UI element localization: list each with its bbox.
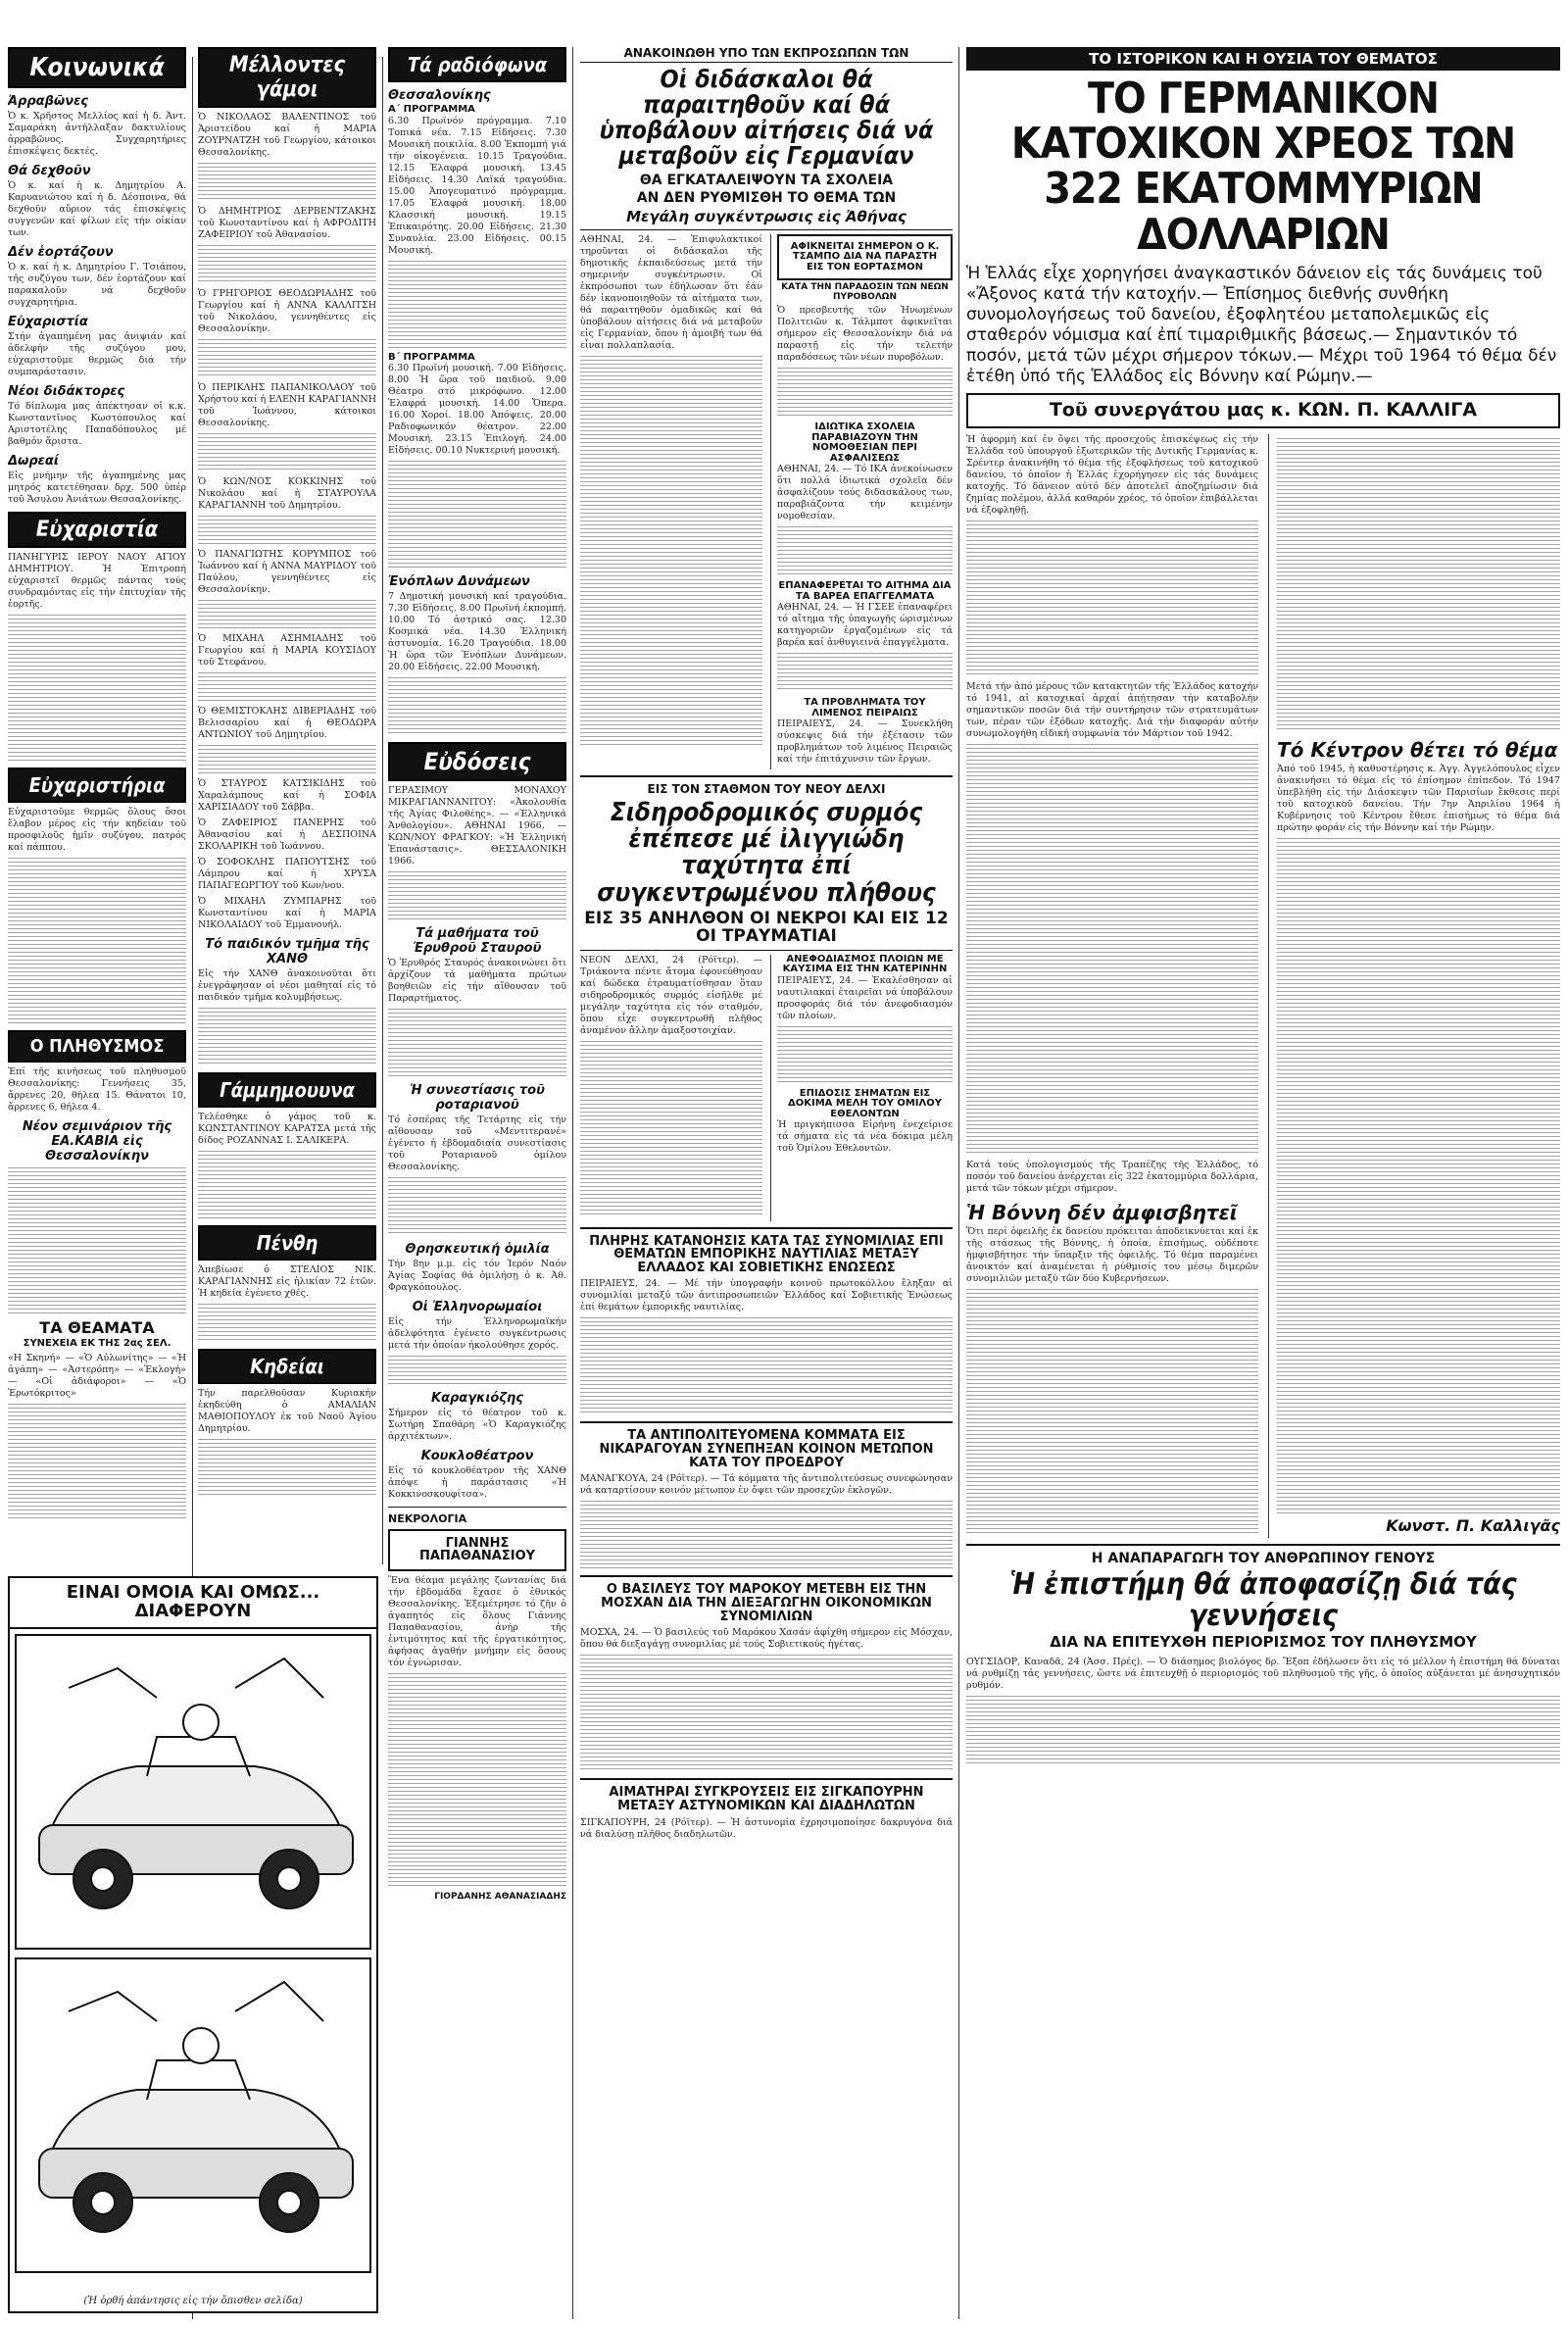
- debt-signature: Κωνστ. Π. Καλλιγᾶς: [1386, 1515, 1560, 1535]
- dense-text-block: [8, 858, 186, 1024]
- greco-roman-text: Εἰς τήν Ἐλληνορωμαϊκήν ἀδελφότητα ἐγένετο συγκέντρωσις μετά τήν ὁποίαν ἠκολούθησε χορός.: [388, 1316, 566, 1351]
- bonn-heading: Ἡ Βόννη δέν ἀμφισβητεῖ: [966, 1200, 1238, 1224]
- cartoon-caption: (Ἡ ὀρθή ἀπάντησις εἰς τήν ὄπισθεν σελίδα): [83, 2295, 303, 2306]
- fuel-text: ΠΕΙΡΑΙΕΥΣ, 24. — Ἐκαλέσθησαν αἱ ναυτιλιακαί ἑταιρεῖαι νά ὑποβάλουν προσφοράς διά τόν ἀνεφοδιασμόν τῶν πλοίων.: [777, 974, 953, 1021]
- funerals-box-title: Κηδείαι: [198, 1349, 376, 1384]
- column-feature: [966, 47, 1560, 2313]
- dense-text-block: [198, 1008, 376, 1066]
- weddings-section-title: Μέλλοντες γάμοι: [198, 47, 376, 108]
- morocco-text: ΜΟΣΧΑ, 24. — Ὁ βασιλεύς τοῦ Μαρόκου Χασάν ἀφίχθη σήμερον εἰς Μόσχαν, ὅπου θά διεξαγάγῃ συνομιλίας μέ τούς Σοβιετικούς ἡγέτας.: [580, 1627, 953, 1651]
- dense-text-block: [580, 356, 762, 748]
- column-radio: [388, 47, 566, 2311]
- piraeus-port-headline: ΤΑ ΠΡΟΒΛΗΜΑΤΑ ΤΟΥ ΛΙΜΕΝΟΣ ΠΕΙΡΑΙΩΣ: [804, 697, 926, 718]
- dense-text-block: [388, 871, 566, 920]
- column-rule: [572, 47, 573, 2319]
- armed-forces-heading: Ἐνόπλων Δυνάμεων: [388, 574, 530, 589]
- dense-text-block: [388, 1177, 566, 1236]
- volunteers-headline: ΕΠΙΔΟΣΙΣ ΣΗΜΑΤΩΝ ΕΙΣ ΔΟΚΙΜΑ ΜΕΛΗ ΤΟΥ ΟΜΙΛΟΥ ΕΘΕΛΟΝΤΩΝ: [788, 1087, 942, 1119]
- wedding-entry: Ὁ ΠΕΡΙΚΛΗΣ ΠΑΠΑΝΙΚΟΛΑΟΥ τοῦ Χρήστου καί ἡ ΕΛΕΝΗ ΚΑΡΑΓΙΑΝΝΗ τοῦ Ἰωάννου, κάτοικοι Θεσσαλονίκης.: [198, 382, 376, 428]
- population-text: Ἐπί τῆς κινήσεως τοῦ πληθυσμοῦ Θεσσαλονίκης: Γεννήσεις 35, ἄρρενες 20, θήλεα 15. Θάνατοι 10, ἄρρενες 6, θήλεα 4.: [8, 1066, 186, 1113]
- centre-heading: Τό Κέντρον θέτει τό θέμα: [1277, 737, 1558, 762]
- debt-paragraph-2: Μετά τήν ἀπό μέρους τῶν κατακτητῶν τῆς Ἑλλάδος κατοχήν τό 1941, αἱ κατοχικαί ἀρχαί ἀπῄτησαν τήν καταβολήν σημαντικῶν ποσῶν διά τήν συντήρησιν τῶν στρατευμάτων των, πέραν τῶν ἐξόδων κατοχῆς. Διά τήν διαφοράν αὐτήν συνωμολογήθη εἰδική συμφωνία τόν Μάρτιον τοῦ 1942.: [966, 680, 1258, 739]
- social-entry-text: Στήν ἀγαπημένη μας ἀνιψιάν καί ἀδελφήν τῆς συζύγου μου, εὐχαριστοῦμε θερμῶς διά τήν συμπαράστασιν.: [8, 331, 186, 377]
- wedding-entry: Ὁ ΝΙΚΟΛΑΟΣ ΒΑΛΕΝΤΙΝΟΣ τοῦ Ἀριστείδου καί ἡ ΜΑΡΙΑ ΖΟΥΡΝΑΤΖΗ τοῦ Γεωργίου, κάτοικοι Θεσσαλονίκης.: [198, 112, 376, 158]
- puppet-theater-text: Εἰς τό κουκλοθέατρον τῆς ΧΑΝΘ ἀπόψε ἡ παράστασις «Ἡ Κοκκινοσκουφίτσα».: [388, 1465, 566, 1500]
- wedding-entry: Ὁ ΔΗΜΗΤΡΙΟΣ ΔΕΡΒΕΝΤΖΑΚΗΣ τοῦ Κωνσταντίνου καί ἡ ΑΦΡΟΔΙΤΗ ΖΑΦΕΙΡΙΟΥ τοῦ Ἀθανασίου.: [198, 206, 376, 240]
- rail-article: ΝΕΟΝ ΔΕΛΧΙ, 24 (Ρόϊτερ). — Τριάκοντα πέντε ἄτομα ἐφονεύθησαν καί δώδεκα ἐτραυματίσθησαν ὅταν σιδηροδρομικός συρμός εἰσῆλθε μέ μεγάλην ταχύτητα εἰς τόν σταθμόν, ὅπου εἶχε συγκεντρωθῆ πλῆθος ἀναμένον ἄλλην ἀμαξοστοιχίαν.: [580, 954, 762, 1036]
- dense-text-block: [198, 433, 376, 472]
- dense-text-block: [8, 1167, 186, 1314]
- dense-text-block: [198, 1304, 376, 1343]
- sermon-heading: Θρησκευτική ὁμιλία: [405, 1242, 550, 1257]
- dense-text-block: [8, 1404, 186, 1521]
- column-rule: [958, 47, 959, 2319]
- obituary-label: ΝΕΚΡΟΛΟΓΙΑ: [388, 1512, 467, 1525]
- rail-body: [580, 955, 953, 1221]
- social-entry-heading: Δωρεαί: [8, 454, 59, 469]
- karagiozis-text: Σήμερον εἰς τό θέατρον τοῦ κ. Σωτήρη Σπαθάρη «Ὁ Καραγκιόζης ἀρχιτέκτων».: [388, 1408, 566, 1442]
- dense-text-block: [388, 1009, 566, 1077]
- obituary-text: Ἕνα θέαμα μεγάλης ζωντανίας διά τήν ἑβδομάδα ἔχασε ὁ ἐθνικός Θεσσαλονίκης. Ἐξεμέτρησε τό ζῆν ὁ ἀγαπητός εἰς ὅλους Γιάννης Παπαθανασίου, ἀνήρ τῆς ἐντιμότητος καί τῆς ἐργατικότητος, ἀφήσας ἀγαθήν μνήμην εἰς ὅσους τόν ἐγνώρισαν.: [388, 1574, 566, 1668]
- debt-paragraph-1: Ἡ ἀφορμή καί ἐν ὄψει τῆς προσεχοῦς ἐπισκέψεως εἰς τήν Ἑλλάδα τοῦ ὑπουργοῦ ἐξωτερικῶν τῆς Δυτικῆς Γερμανίας κ. Σρέντερ ἀνακινήθη τό θέμα τῆς ἐξοφλήσεως τοῦ κατοχικοῦ δανείου, τό ὁποῖον ἡ Ἑλλάς ἐχορήγησεν εἰς τάς δυνάμεις κατοχῆς. Τό δάνειον αὐτό δέν ἀποτελεῖ ἀποζημίωσιν διά ζημίας πολέμου, ἀλλά καθαρόν χρέος, τό ὁποῖον ἐπιβάλλεται νά ἐξοφληθῇ.: [966, 433, 1258, 516]
- obituary-signature: ΓΙΟΡΔΑΝΗΣ ΑΘΑΝΑΣΙΑΔΗΣ: [434, 1891, 566, 1902]
- mourning-box-title: Πένθη: [198, 1225, 376, 1261]
- nicaragua-headline: ΤΑ ΑΝΤΙΠΟΛΙΤΕΥΟΜΕΝΑ ΚΟΜΜΑΤΑ ΕΙΣ ΝΙΚΑΡΑΓΟΥΑΝ ΣΥΝΕΠΗΞΑΝ ΚΟΙΝΟΝ ΜΕΤΩΠΟΝ ΚΑΤΑ ΤΟΥ ΠΡΟΕΔΡΟΥ: [599, 1428, 934, 1470]
- radio-station-heading: Θεσσαλονίκης: [388, 88, 491, 103]
- dense-text-block: [198, 1439, 376, 1498]
- thanks2-box-title: Εὐχαριστήρια: [8, 767, 186, 803]
- debt-headline: ΤΟ ΓΕΡΜΑΝΙΚΟΝ ΚΑΤΟΧΙΚΟΝ ΧΡΕΟΣ ΤΩΝ 322 ΕΚΑΤΟΜΜΥΡΙΩΝ ΔΟΛΛΑΡΙΩΝ: [1010, 74, 1516, 260]
- xano-text: Εἰς τήν ΧΑΝΘ ἀνακοινοῦται ὅτι ἐνεγράφησαν οἱ νέοι μαθηταί εἰς τό παιδικόν τμῆμα κολυμβήσεως.: [198, 968, 376, 1003]
- wedding-entry: Ὁ ΘΕΜΙΣΤΟΚΛΗΣ ΔΙΒΕΡΙΑΔΗΣ τοῦ Βελισσαρίου καί ἡ ΘΕΟΔΩΡΑ ΑΝΤΩΝΙΟΥ τοῦ Δημητρίου.: [198, 706, 376, 740]
- dense-text-block: [388, 1673, 566, 1889]
- dense-text-block: [198, 516, 376, 545]
- wedding-entry: Ὁ ΜΙΧΑΗΛ ΑΣΗΜΙΑΔΗΣ τοῦ Γεωργίου καί ἡ ΜΑΡΙΑ ΚΟΥΣΙΔΟΥ τοῦ Στεφάνου.: [198, 633, 376, 668]
- marriages-box-title: Γάμμημουυνα: [198, 1072, 376, 1108]
- teachers-headline: Οἱ διδάσκαλοι θά παραιτηθοῦν καί θά ὑποβάλουν αἰτήσεις διά νά μεταβοῦν εἰς Γερμανίαν: [599, 64, 934, 171]
- column-weddings: [198, 47, 376, 1566]
- wedding-entry: Ὁ ΚΩΝ/ΝΟΣ ΚΟΚΚΙΝΗΣ τοῦ Νικολάου καί ἡ ΣΤΑΥΡΟΥΛΑ ΚΑΡΑΓΙΑΝΝΗ τοῦ Δημητρίου.: [198, 476, 376, 511]
- dense-text-block: [777, 526, 953, 575]
- morocco-headline: Ο ΒΑΣΙΛΕΥΣ ΤΟΥ ΜΑΡΟΚΟΥ ΜΕΤΕΒΗ ΕΙΣ ΤΗΝ ΜΟΣΧΑΝ ΔΙΑ ΤΗΝ ΔΙΕΞΑΓΩΓΗΝ ΟΙΚΟΝΟΜΙΚΩΝ ΣΥΝΟΜΙΛΙΩΝ: [601, 1582, 932, 1624]
- program-b-listing: 6.30 Πρωϊνή μουσική. 7.00 Εἰδήσεις. 8.00 Ἡ ὥρα τοῦ παιδιοῦ. 9.00 Θέατρο στό μικρόφωνο. 12.00 Ἐλαφρά μουσική. 14.00 Ὄπερα. 16.00 Χοροί. 18.00 Ἀπόψεις. 20.00 Ραδιοφωνικόν θέατρον. 22.00 Μουσική. 23.15 Ἐπιλογή. 24.00 Εἰδήσεις. 00.10 Νυκτερινή μουσική.: [388, 363, 566, 456]
- ambassador-headline: ΑΦΙΚΝΕΙΤΑΙ ΣΗΜΕΡΟΝ Ο Κ. ΤΣΑΜΠΟ ΔΙΑ ΝΑ ΠΑΡΑΣΤΗ ΕΙΣ ΤΟΝ ΕΟΡΤΑΣΜΟΝ: [777, 234, 953, 281]
- rotary-text: Τό ἑσπέρας τῆς Τετάρτης εἰς τήν αἴθουσαν τοῦ «Μεντιτερανέ» ἐγένετο ἡ ἑβδομαδιαία συνεστίασις τοῦ Ροταριανοῦ ὁμίλου Θεσσαλονίκης.: [388, 1114, 566, 1172]
- column-news: [580, 47, 953, 2313]
- dense-text-block: [580, 1655, 953, 1772]
- teachers-kicker: ΑΝΑΚΟΙΝΩΘΗ ΥΠΟ ΤΩΝ ΕΚΠΡΟΣΩΠΩΝ ΤΩΝ: [580, 47, 953, 63]
- seminar-heading: Νέον σεμινάριον τῆς ΕΑ.ΚΑΒΙΑ εἰς Θεσσαλονίκην: [22, 1119, 172, 1164]
- social-entry-text: Ὁ κ. καί ἡ κ. Δημητρίου Α. Καρυανιώτου καί ἡ δ. Δέσποινα, θά δεχθοῦν αὔριον τάς ἐπισκέψεις συγγενῶν καί φίλων εἰς τήν οἰκίαν των.: [8, 180, 186, 238]
- soviet-text: ΠΕΙΡΑΙΕΥΣ, 24. — Μέ τήν ὑπογραφήν κοινοῦ πρωτοκόλλου ἔληξαν αἱ συνομιλίαι μεταξύ τῶν ἀντιπροσωπειῶν Ἑλλάδος καί Σοβιετικῆς Ἑνώσεως ἐπί θεμάτων ἐμπορικῆς ναυτιλίας.: [580, 1278, 953, 1313]
- social-section-title: Κοινωνικά: [8, 47, 186, 88]
- population-box-title: Ο ΠΛΗΘΥΣΜΟΣ: [8, 1030, 186, 1063]
- dense-text-block: [777, 368, 953, 417]
- private-schools-text: ΑΘΗΝΑΙ, 24. — Τό ΙΚΑ ἀνεκοίνωσεν ὅτι πολλά ἰδιωτικά σχολεῖα δέν ἀσφαλίζουν τούς διδασκάλους των, παραβιάζοντα τήν κειμένην νομοθεσίαν.: [777, 464, 953, 522]
- dense-text-block: [388, 677, 566, 736]
- dense-text-block: [388, 261, 566, 349]
- dense-text-block: [198, 339, 376, 378]
- xano-heading: Τό παιδικόν τμῆμα τῆς ΧΑΝΘ: [205, 937, 369, 966]
- rail-kicker: ΕΙΣ ΤΟΝ ΣΤΑΘΜΟΝ ΤΟΥ ΝΕΟΥ ΔΕΛΧΙ: [647, 782, 886, 797]
- dense-text-block: [198, 672, 376, 702]
- column-rule: [382, 57, 383, 1564]
- dense-text-block: [966, 1289, 1258, 1534]
- heavy-jobs-headline: ΕΠΑΝΑΦΕΡΕΤΑΙ ΤΟ ΑΙΤΗΜΑ ΔΙΑ ΤΑ ΒΑΡΕΑ ΕΠΑΓΓΕΛΜΑΤΑ: [778, 580, 952, 602]
- publications-text: ΓΕΡΑΣΙΜΟΥ ΜΟΝΑΧΟΥ ΜΙΚΡΑΓΙΑΝΝΑΝΙΤΟΥ: «Ἀκολουθία τῆς Ἁγίας Φιλοθέης». — «Ἑλληνικά Ἀνθολογίου». ΑΘΗΝΑΙ 1966. — ΚΩΝ/ΝΟΥ ΦΡΑΓΚΟΥ: «Ἡ Ἑλληνική Ἐπανάστασις». ΘΕΣΣΑΛΟΝΙΚΗ 1966.: [388, 785, 566, 866]
- wedding-entry: Ὁ ΖΑΦΕΙΡΙΟΣ ΠΑΝΕΡΗΣ τοῦ Ἀθανασίου καί ἡ ΔΕΣΠΟΙΝΑ ΣΚΟΛΑΡΙΚΗ τοῦ Ἰωάννου.: [198, 817, 376, 852]
- science-headline: Ἡ ἐπιστήμη θά ἀποφασίζῃ διά τάς γεννήσεις: [1009, 1567, 1517, 1633]
- dense-text-block: [580, 1317, 953, 1415]
- funerals-text: Τήν παρελθοῦσαν Κυριακήν ἐκηδεύθη ὁ ΑΜΑΛΙΑΝ ΜΑΘΙΟΠΟΥΛΟΥ ἐκ τοῦ Ναοῦ Ἁγίου Δημητρίου.: [198, 1388, 376, 1434]
- dense-text-block: [966, 1696, 1560, 1764]
- social-entry-heading: Ἀρραβῶνες: [8, 94, 89, 109]
- dense-text-block: [1277, 838, 1560, 1514]
- social-entry-heading: Δέν ἑορτάζουν: [8, 245, 114, 260]
- bonn-text: Ὅτι περί ὀφειλῆς ἐκ δανείου πρόκειται ἀποδεικνύεται καί ἐκ τῆς στάσεως τῆς Βόννης, ἡ ὁποία, ἐπισήμως, οὐδέποτε ἠμφισβήτησε τήν ὕπαρξιν τῆς ὀφειλῆς. Τό θέμα παραμένει ἀνοικτόν καί ἀναμένεται ἡ ρύθμισίς του μέσῳ διμερῶν συνομιλιῶν μεταξύ τῶν δύο Κυβερνήσεων.: [966, 1225, 1258, 1284]
- debt-byline: Τοῦ συνεργάτου μας κ. ΚΩΝ. Π. ΚΑΛΛΙΓΑ: [966, 393, 1560, 428]
- rail-deck: ΕΙΣ 35 ΑΝΗΛΘΟΝ ΟΙ ΝΕΚΡΟΙ ΚΑΙ ΕΙΣ 12 ΟΙ ΤΡΑΥΜΑΤΙΑΙ: [580, 911, 953, 951]
- column-social: [8, 47, 186, 1566]
- soviet-headline: ΠΛΗΡΗΣ ΚΑΤΑΝΟΗΣΙΣ ΚΑΤΑ ΤΑΣ ΣΥΝΟΜΙΛΙΑΣ ΕΠΙ ΘΕΜΑΤΩΝ ΕΜΠΟΡΙΚΗΣ ΝΑΥΤΙΛΙΑΣ ΜΕΤΑΞΥ ΕΛΛΑΔΟΣ ΚΑΙ ΣΟΒΙΕΤΙΚΗΣ ΕΝΩΣΕΩΣ: [589, 1233, 944, 1275]
- volunteers-text: Ἡ πριγκήπισσα Εἰρήνη ἐνεχείρισε τά σήματα εἰς τά νέα δόκιμα μέλη τοῦ Ὁμίλου Ἐθελοντῶν.: [777, 1119, 953, 1155]
- social-entry-text: Ὁ κ. καί ἡ κ. Δημητρίου Γ. Τσιάπου, τῆς συζύγου των, δέν ἑορτάζουν καί παρακαλοῦν νά δεχθοῦν συγχαρητήρια.: [8, 262, 186, 308]
- social-entry-heading: Νέοι διδάκτορες: [8, 384, 125, 399]
- dense-text-block: [198, 600, 376, 629]
- social-entry-heading: Εὐχαριστία: [8, 315, 88, 329]
- wedding-entry: Ὁ ΣΤΑΥΡΟΣ ΚΑΤΣΙΚΙΔΗΣ τοῦ Χαραλάμπους καί ἡ ΣΟΦΙΑ ΧΑΡΙΣΙΑΔΟΥ τοῦ Σάββα.: [198, 778, 376, 813]
- dense-text-block: [388, 461, 566, 569]
- teachers-deck-1: ΘΑ ΕΓΚΑΤΑΛΕΙΨΟΥΝ ΤΑ ΣΧΟΛΕΙΑ: [639, 172, 894, 188]
- science-kicker: Η ΑΝΑΠΑΡΑΓΩΓΗ ΤΟΥ ΑΝΘΡΩΠΙΝΟΥ ΓΕΝΟΥΣ: [1091, 1550, 1436, 1566]
- dense-text-block: [198, 245, 376, 284]
- teachers-article: ΑΘΗΝΑΙ, 24. — Ἐπιφυλακτικοί τηροῦνται οἱ διδάσκαλοι τῆς δημοτικῆς ἐκπαιδεύσεως μετά τήν σημερινήν συγκέντρωσιν. Οἱ ἐκπρόσωποι των ἐδήλωσαν ὅτι ἐάν δέν ἱκανοποιηθοῦν τά αἰτήματα των, θά παραιτηθοῦν ὁμαδικῶς καί θά ὑποβάλουν αἰτήσεις διά νά μεταβοῦν εἰς Γερμανίαν, ὅπου ἡ ἀμοιβή των θά εἶναι πολλαπλασία.: [580, 233, 762, 351]
- cartoon-drawing: [10, 1629, 376, 2296]
- newspaper-page: [8, 8, 1560, 2319]
- dense-text-block: [966, 744, 1258, 1156]
- rotary-heading: Ἡ συνεστίασις τοῦ ροταριανοῦ: [410, 1083, 545, 1113]
- piraeus-port-text: ΠΕΙΡΑΙΕΥΣ, 24. — Συνεκλήθη σύσκεψις διά τήν ἐξέτασιν τῶν προβλημάτων τοῦ λιμένος Πειραιῶς καί τήν ἐπιτάχυνσιν τῶν ἔργων.: [777, 718, 953, 766]
- heavy-jobs-text: ΑΘΗΝΑΙ, 24. — Ἡ ΓΣΕΕ ἐπαναφέρει τό αἴτημα τῆς ὑπαγωγῆς ὡρισμένων κατηγοριῶν ἐργαζομένων εἰς τά βαρέα καί ἀνθυγιεινά ἐπαγγέλματα.: [777, 602, 953, 649]
- social-entry-heading: Θά δεχθοῦν: [8, 164, 91, 178]
- ambassador-text: Ὁ πρεσβευτής τῶν Ἡνωμένων Πολιτειῶν κ. Τάλμποτ ἀφικνεῖται σήμερον εἰς Θεσσαλονίκην διά νά παραστῇ εἰς τήν τελετήν παραδόσεως τῶν νέων πυροβόλων.: [777, 305, 953, 364]
- wedding-entry: Ὁ ΜΙΧΑΗΛ ΖΥΜΠΑΡΗΣ τοῦ Κωνσταντίνου καί ἡ ΜΑΡΙΑ ΝΙΚΟΛΑΙΔΟΥ τοῦ Ἐμμανουήλ.: [198, 896, 376, 930]
- debt-body: [966, 434, 1560, 1538]
- theaters-list: «Η Σκηνή» — «Ὁ Αὐλωνίτης» — «Ἡ ἀγάπη» — «Ἀστερόπη» — «Ἐκλογή» — «Οἱ ἀδιάφοροι» — «Ὁ Ἐρωτόκριτος»: [8, 1353, 186, 1400]
- science-deck: ΔΙΑ ΝΑ ΕΠΙΤΕΥΧΘΗ ΠΕΡΙΟΡΙΣΜΟΣ ΤΟΥ ΠΛΗΘΥΣΜΟΥ: [1050, 1633, 1477, 1652]
- dense-text-block: [8, 615, 186, 762]
- social-entries: [8, 94, 186, 506]
- puppet-theater-heading: Κουκλοθέατρον: [420, 1449, 534, 1463]
- theaters-title: ΤΑ ΘΕΑΜΑΤΑ: [39, 1318, 155, 1337]
- cartoon-panel: [8, 1576, 378, 2313]
- centre-text: Ἀπό τοῦ 1945, ἡ καθυστέρησις κ. Ἀγγ. Ἀγγελόπουλος εἶχεν ἀνακινήσει τό θέμα εἰς τό ἐπίσημον ἐπίπεδον. Τό 1947 ὑπεβλήθη εἰς τήν Διάσκεψιν τῶν Παρισίων ἔκθεσις περί τοῦ κατοχικοῦ δανείου. Τήν 7ην Ἀπριλίου 1964 ἡ Κυβέρνησις τοῦ Κέντρου ἔθεσε ἐπισήμως τό θέμα διά πρώτην φοράν εἰς τήν Βόννην καί τήν Ρώμην.: [1277, 763, 1560, 833]
- social-entry-text: Ὁ κ. Χρῆστος Μελλίος καί ἡ δ. Ἀντ. Σαμαράκη ἀντήλλαξαν δακτυλίους ἀρραβῶνος. Συγχαρητήριες ἐπισκέψεις δεκτές.: [8, 111, 186, 157]
- thanks-text: ΠΑΝΗΓΥΡΙΣ ΙΕΡΟΥ ΝΑΟΥ ΑΓΙΟΥ ΔΗΜΗΤΡΙΟΥ. Ἡ Ἐπιτροπή εὐχαριστεῖ θερμῶς πάντας τούς συνδραμόντας εἰς τήν ἐπιτυχίαν τῆς ἑορτῆς.: [8, 552, 186, 610]
- program-a-listing: 6.30 Πρωϊνόν πρόγραμμα. 7.10 Τοπικά νέα. 7.15 Εἰδήσεις. 7.30 Μουσική ποικιλία. 8.00 Ἐκπομπή γιά τήν οἰκογένεια. 10.15 Τραγούδια. 12.15 Ἐλαφρά μουσική. 13.45 Εἰδήσεις. 14.30 Λαϊκά τραγούδια. 15.00 Ἀπογευματινό πρόγραμμα. 17.05 Ἐλαφρά μουσική. 18.00 Κλασσική μουσική. 19.15 Ἐπικαιρότης. 20.00 Εἰδήσεις. 21.30 Συναυλία. 23.00 Εἰδήσεις. 00.15 Μουσική.: [388, 115, 566, 256]
- science-text: ΟΥΓΣΙΔΟΡ, Καναδᾶ, 24 (Ἀσσ. Πρές). — Ὁ διάσημος βιολόγος δρ. Ἔξοπ ἐδήλωσεν ὅτι εἰς τό μέλλον ἡ ἐπιστήμη θά δύναται νά ρυθμίζῃ τάς γεννήσεις, ὥστε νά ἐπιτευχθῇ ὁ περιορισμός τοῦ πληθυσμοῦ τῆς γῆς, ὁ ὁποῖος αὐξάνεται μέ ἀνησυχητικόν ρυθμόν.: [966, 1657, 1560, 1692]
- wedding-entry: Ὁ ΓΡΗΓΟΡΙΟΣ ΘΕΟΔΩΡΙΑΔΗΣ τοῦ Γεωργίου καί ἡ ΑΝΝΑ ΚΑΛΛΙΤΣΗ τοῦ Νικολάου, γεννηθέντες εἰς Θεσσαλονίκην.: [198, 288, 376, 334]
- teachers-deck-3: Μεγάλη συγκέντρωσις εἰς Ἀθήνας: [580, 210, 953, 230]
- marriages-text: Τελέσθηκε ὁ γάμος τοῦ κ. ΚΩΝΣΤΑΝΤΙΝΟΥ ΚΑΡΑΤΣΑ μετά τῆς δίδος ΡΟΖΑΝΝΑΣ Ι. ΣΑΛΙΚΕΡΑ.: [198, 1112, 376, 1146]
- greco-roman-heading: Οἱ Ἐλληνορωμαίοι: [412, 1300, 543, 1314]
- radio-section-title: Τά ραδιόφωνα: [388, 47, 566, 82]
- dense-text-block: [388, 1356, 566, 1385]
- rail-headline: Σιδηροδρομικός συρμός ἐπέπεσε μέ ἰλιγγιώδη ταχύτητα ἐπί συγκεντρωμένου πλήθους: [597, 797, 936, 908]
- social-entry-text: Τό δίπλωμα μας ἀπέκτησαν οἱ κ.κ. Κωνσταντῖνος Κωστόπουλος καί Αριστοτέλης Παπαδόπουλος μέ βαθμόν ἄριστα.: [8, 401, 186, 447]
- debt-paragraph-3: Κατά τούς ὑπολογισμούς τῆς Τραπέζης τῆς Ἑλλάδος, τό ποσόν τοῦ δανείου ἀνέρχεται εἰς 322 ἑκατομμύρια δολλάρια, μετά τῶν τόκων μέχρι σήμερον.: [966, 1159, 1258, 1194]
- singapore-headline: ΑΙΜΑΤΗΡΑΙ ΣΥΓΚΡΟΥΣΕΙΣ ΕΙΣ ΣΙΓΚΑΠΟΥΡΗΝ ΜΕΤΑΞΥ ΑΣΤΥΝΟΜΙΚΩΝ ΚΑΙ ΔΙΑΔΗΛΩΤΩΝ: [609, 1785, 924, 1813]
- obituary-name: ΓΙΑΝΝΗΣ ΠΑΠΑΘΑΝΑΣΙΟΥ: [388, 1529, 566, 1571]
- thanks-box-title: Εὐχαριστία: [8, 512, 186, 548]
- cartoon-title: ΕΙΝΑΙ ΟΜΟΙΑ ΚΑΙ ΟΜΩΣ... ΔΙΑΦΕΡΟΥΝ: [10, 1578, 376, 1629]
- private-schools-headline: ΙΔΙΩΤΙΚΑ ΣΧΟΛΕΙΑ ΠΑΡΑΒΙΑΖΟΥΝ ΤΗΝ ΝΟΜΟΘΕΣΙΑΝ ΠΕΡΙ ΑΣΦΑΛΙΣΕΩΣ: [811, 421, 918, 464]
- social-entry-text: Εἰς μνήμην τῆς ἀγαπημένης μας μητρός κατετέθησαν δρχ. 500 ὑπέρ τοῦ Ἄσυλου Ἀνιάτων Θεσσαλονίκης.: [8, 470, 186, 505]
- wedding-entry: Ὁ ΣΟΦΟΚΛΗΣ ΠΑΠΟΥΤΣΗΣ τοῦ Λάμπρου καί ἡ ΧΡΥΣΑ ΠΑΠΑΓΕΩΡΓΙΟΥ τοῦ Κων/νου.: [198, 857, 376, 891]
- red-cross-heading: Τά μαθήματα τοῦ Ἐρυθροῦ Σταυροῦ: [413, 926, 542, 956]
- dense-text-block: [777, 653, 953, 692]
- dense-text-block: [580, 1041, 762, 1217]
- program-a-title: Α΄ ΠΡΟΓΡΑΜΜΑ: [388, 104, 475, 115]
- publications-box-title: Εὐδόσεις: [388, 742, 566, 781]
- karagiozis-heading: Καραγκιόζης: [431, 1391, 523, 1406]
- sermon-text: Τήν 8ην μ.μ. εἰς τόν Ἱερόν Ναόν Ἁγίας Σοφίας θά ὁμιλήσῃ ὁ κ. Ἀθ. Φραγκόπουλος.: [388, 1259, 566, 1293]
- ambassador-subhead: ΚΑΤΑ ΤΗΝ ΠΑΡΑΔΟΣΙΝ ΤΩΝ ΝΕΩΝ ΠΥΡΟΒΟΛΩΝ: [781, 282, 949, 302]
- dense-text-block: [198, 1151, 376, 1219]
- teachers-deck-2: ΑΝ ΔΕΝ ΡΥΘΜΙΣΘΗ ΤΟ ΘΕΜΑ ΤΩΝ: [636, 190, 897, 207]
- theaters-subtitle: ΣΥΝΕΧΕΙΑ ΕΚ ΤΗΣ 2ας ΣΕΛ.: [23, 1337, 172, 1349]
- nicaragua-text: ΜΑΝΑΓΚΟΥΑ, 24 (Ρόϊτερ). — Τά κόμματα τῆς ἀντιπολιτεύσεως συνεφώνησαν νά καταρτίσουν κοινόν μέτωπον ἐν ὄψει τῶν προσεχῶν ἐκλογῶν.: [580, 1473, 953, 1497]
- dense-text-block: [1277, 438, 1560, 732]
- thanks2-text: Εὐχαριστοῦμε θερμῶς ὅλους ὅσοι ἔλαβον μέρος εἰς τήν κηδείαν τοῦ προσφιλοῦς ἡμῖν συζύγου, πατρός καί πάππου.: [8, 807, 186, 853]
- dense-text-block: [777, 1026, 953, 1085]
- red-cross-text: Ὁ Ἐρυθρός Σταυρός ἀνακοινώνει ὅτι ἀρχίζουν τά μαθήματα πρώτων βοηθειῶν εἰς τήν αἴθουσαν τοῦ Παραρτήματος.: [388, 958, 566, 1004]
- dense-text-block: [198, 163, 376, 202]
- mourning-text: Ἀπεβίωσε ὁ ΣΤΕΛΙΟΣ ΝΙΚ. ΚΑΡΑΓΙΑΝΝΗΣ εἰς ἡλικίαν 72 ἐτῶν. Ἡ κηδεία ἐγένετο χθές.: [198, 1264, 376, 1299]
- dense-text-block: [966, 520, 1258, 677]
- program-b-title: Β΄ ΠΡΟΓΡΑΜΜΑ: [388, 351, 475, 363]
- debt-kicker: ΤΟ ΙΣΤΟΡΙΚΟΝ ΚΑΙ Η ΟΥΣΙΑ ΤΟΥ ΘΕΜΑΤΟΣ: [966, 47, 1560, 71]
- dense-text-block: [580, 1501, 953, 1569]
- debt-lead: Ἡ Ἑλλάς εἶχε χορηγήσει ἀναγκαστικόν δάνειον εἰς τάς δυνάμεις τοῦ «Ἄξονος κατά τήν κατοχήν.— Ἐπίσημος διεθνής συνθήκη συνομολογήσεως τοῦ δανείου, ἐξοφλητέου μεταπολεμικῶς εἰς σταθερόν νόμισμα καί ἐπί τιμαριθμικῆς βάσεως.— Σημαντικόν τό ποσόν, μετά τῶν μέχρι σήμερον τόκων.— Μέχρι τοῦ 1964 τό θέμα δέν ἐτέθη ὑπό τῆς Ἑλλάδος εἰς Βόννην καί Ρώμην.—: [966, 263, 1557, 386]
- armed-forces-listing: 7 Δημοτική μουσική καί τραγούδια. 7.30 Εἰδήσεις. 8.00 Πρωϊνή ἐκπομπή. 10.00 Τό ἀστρικό σας. 12.30 Κοσμικά νέα. 14.30 Ἑλληνική ἀστυνομία. 16.20 Τραγούδια. 18.00 Ἡ ὥρα τῶν Ἐνόπλων Δυνάμεων. 20.00 Εἰδήσεις. 22.00 Μουσική.: [388, 591, 566, 672]
- fuel-headline: ΑΝΕΦΟΔΙΑΣΜΟΣ ΠΛΟΙΩΝ ΜΕ ΚΑΥΣΙΜΑ ΕΙΣ ΤΗΝ ΚΑΤΕΡΙΝΗΝ: [782, 953, 948, 975]
- singapore-text: ΣΙΓΚΑΠΟΥΡΗ, 24 (Ρόϊτερ). — Ἡ ἀστυνομία ἐχρησιμοποίησε δακρυγόνα διά νά διαλύσῃ πλῆθος διαδηλωτῶν.: [580, 1816, 953, 1840]
- teachers-body: [580, 234, 953, 769]
- dense-text-block: [198, 745, 376, 774]
- wedding-entry: Ὁ ΠΑΝΑΓΙΩΤΗΣ ΚΟΡΥΜΠΟΣ τοῦ Ἰωάννου καί ἡ ΑΝΝΑ ΜΑΥΡΙΔΟΥ τοῦ Παύλου, γεννηθέντες εἰς Θεσσαλονίκην.: [198, 549, 376, 595]
